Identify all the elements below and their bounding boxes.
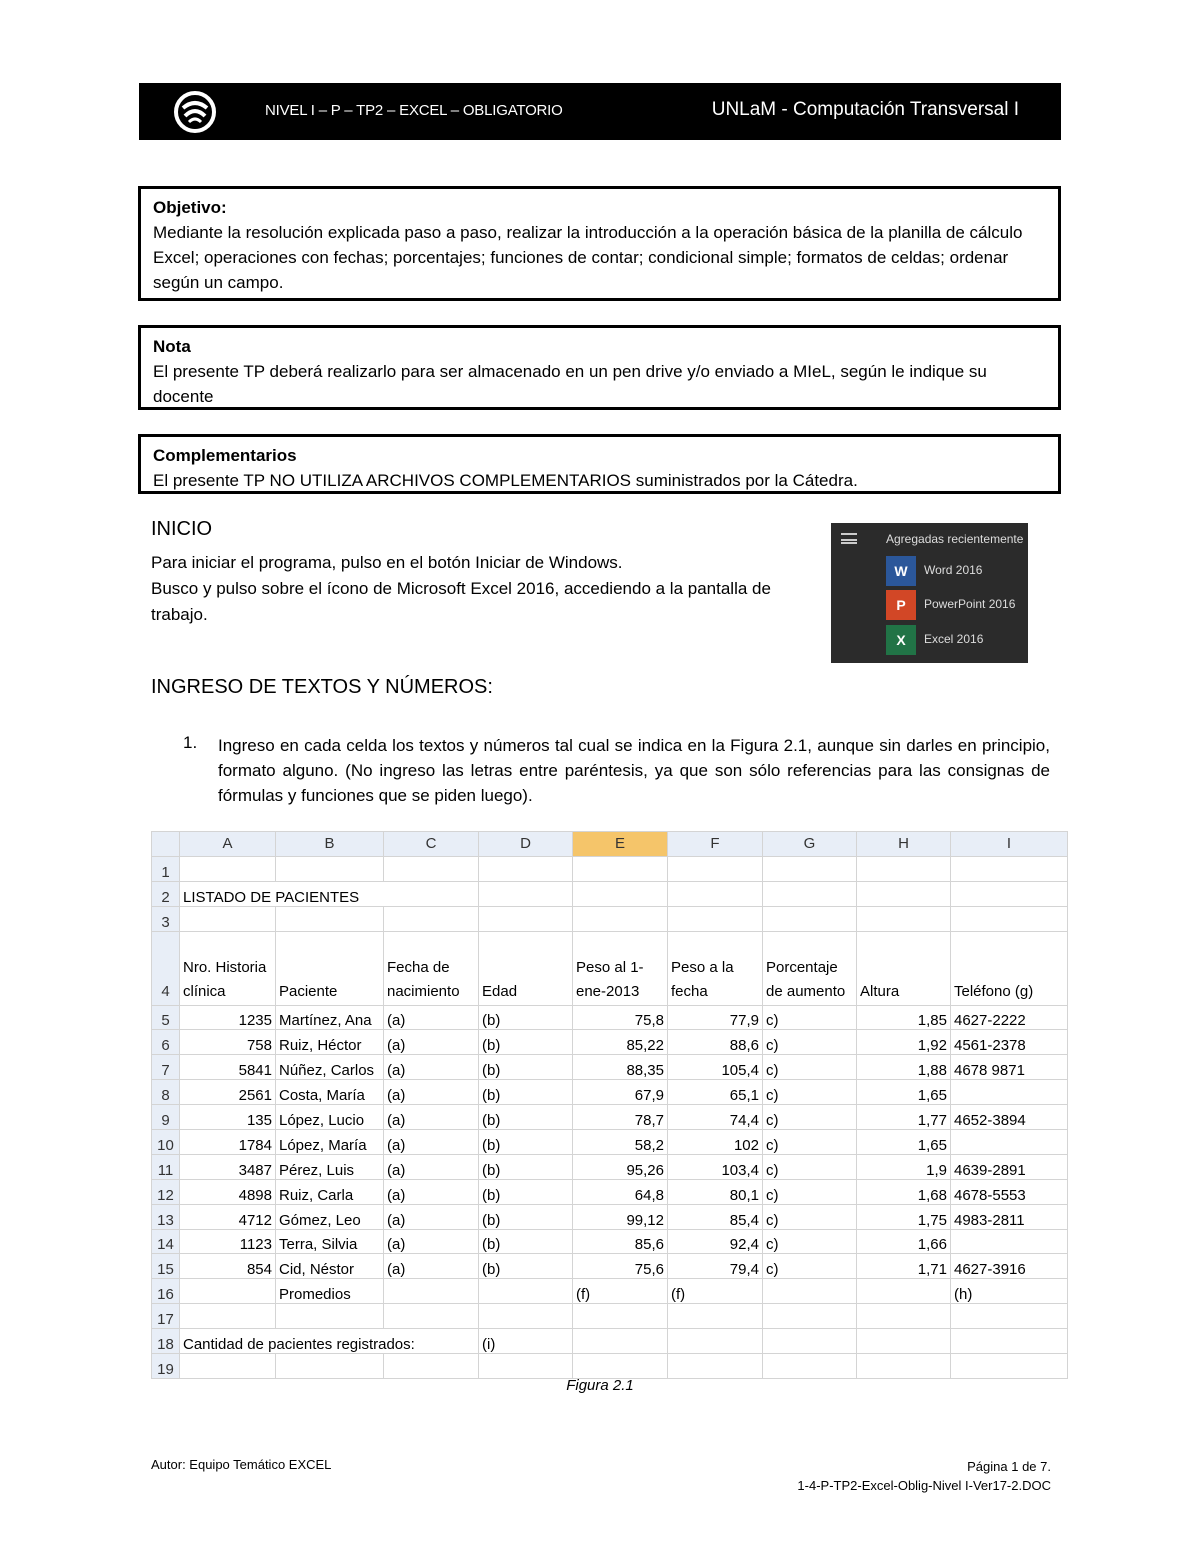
inicio-title: INICIO: [151, 518, 213, 540]
table-cell: [668, 856, 763, 881]
footer-filename: 1-4-P-TP2-Excel-Oblig-Nivel I-Ver17-2.DOC: [797, 1478, 1051, 1493]
table-cell: 74,4: [668, 1105, 763, 1130]
inicio-line-2: Busco y pulso sobre el ícono de Microsoft Excel 2016, accediendo a la pantalla de trabajo.: [151, 579, 771, 624]
table-cell: [180, 1279, 276, 1304]
table-cell: [479, 1304, 573, 1329]
table-cell: 4678 9871: [951, 1055, 1068, 1080]
table-cell: 1,85: [857, 1005, 951, 1030]
objetivo-box: [138, 186, 1061, 301]
table-cell: 1,68: [857, 1179, 951, 1204]
table-cell: Núñez, Carlos: [276, 1055, 384, 1080]
table-cell: [951, 1329, 1068, 1354]
table-cell: Ruiz, Héctor: [276, 1030, 384, 1055]
table-cell: [857, 1304, 951, 1329]
footer-page-number: Página 1 de 7.: [967, 1459, 1051, 1474]
table-row: [152, 1030, 1068, 1055]
table-cell: (a): [384, 1204, 479, 1229]
table-cell: (a): [384, 1130, 479, 1155]
start-menu-heading: Agregadas recientemente: [886, 532, 1024, 546]
figure-caption: Figura 2.1: [566, 1377, 634, 1394]
table-cell: [668, 881, 763, 906]
table-cell: 65,1: [668, 1080, 763, 1105]
table-cell: [951, 856, 1068, 881]
unlam-logo-icon: [173, 90, 217, 134]
row-header: 3: [152, 906, 180, 931]
table-cell: 1,77: [857, 1105, 951, 1130]
table-cell: 77,9: [668, 1005, 763, 1030]
table-cell: [276, 906, 384, 931]
table-cell: [763, 1279, 857, 1304]
table-cell: 88,35: [573, 1055, 668, 1080]
table-cell: 2561: [180, 1080, 276, 1105]
table-cell: (b): [479, 1204, 573, 1229]
promedio-f-ref: (f): [668, 1279, 763, 1304]
row-header: 8: [152, 1080, 180, 1105]
ingreso-title: INGRESO DE TEXTOS Y NÚMEROS:: [151, 676, 493, 698]
table-cell: [384, 1304, 479, 1329]
table-cell: (b): [479, 1179, 573, 1204]
table-cell: [668, 906, 763, 931]
table-cell: [384, 856, 479, 881]
header-cell: Paciente: [276, 931, 384, 1005]
row-header: 13: [152, 1204, 180, 1229]
table-cell: [951, 881, 1068, 906]
start-menu-screenshot: [831, 523, 1028, 663]
table-cell: c): [763, 1080, 857, 1105]
column-header: C: [384, 832, 479, 857]
table-row: [152, 1204, 1068, 1229]
table-cell: [763, 1304, 857, 1329]
table-cell: [479, 1279, 573, 1304]
table-cell: 58,2: [573, 1130, 668, 1155]
footer-page-info: [797, 1457, 1051, 1495]
column-header: F: [668, 832, 763, 857]
table-cell: 758: [180, 1030, 276, 1055]
table-cell: c): [763, 1154, 857, 1179]
table-cell: [573, 1329, 668, 1354]
header-cell: Peso a la fecha: [668, 931, 763, 1005]
row-header: 18: [152, 1329, 180, 1354]
table-cell: 88,6: [668, 1030, 763, 1055]
table-cell: 75,6: [573, 1254, 668, 1279]
row-header: 14: [152, 1229, 180, 1254]
table-cell: (b): [479, 1080, 573, 1105]
table-cell: [951, 1130, 1068, 1155]
table-cell: [763, 1354, 857, 1379]
table-cell: [951, 906, 1068, 931]
table-cell: [479, 1354, 573, 1379]
header-cell: Fecha de nacimiento: [384, 931, 479, 1005]
table-cell: (a): [384, 1005, 479, 1030]
table-cell: c): [763, 1005, 857, 1030]
table-cell: 99,12: [573, 1204, 668, 1229]
table-cell: 854: [180, 1254, 276, 1279]
table-cell: [180, 1354, 276, 1379]
select-all-corner: [152, 832, 180, 857]
table-cell: [951, 1354, 1068, 1379]
table-cell: (a): [384, 1080, 479, 1105]
table-cell: [573, 1354, 668, 1379]
table-cell: [951, 1080, 1068, 1105]
table-cell: [668, 1329, 763, 1354]
table-cell: 4898: [180, 1179, 276, 1204]
table-cell: 92,4: [668, 1229, 763, 1254]
table-cell: 4678-5553: [951, 1179, 1068, 1204]
table-cell: c): [763, 1179, 857, 1204]
header-cell: Edad: [479, 931, 573, 1005]
table-cell: 4652-3894: [951, 1105, 1068, 1130]
table-cell: [573, 881, 668, 906]
objetivo-text: Mediante la resolución explicada paso a paso, realizar la introducción a la operación básica de la planilla de cálculo Excel; operaciones con fechas; porcentajes; funciones de contar; condicional simple; formatos de celdas; ordenar según un campo.: [153, 223, 1023, 292]
table-cell: Martínez, Ana: [276, 1005, 384, 1030]
table-cell: (a): [384, 1229, 479, 1254]
row-header: 9: [152, 1105, 180, 1130]
table-cell: 135: [180, 1105, 276, 1130]
table-cell: 67,9: [573, 1080, 668, 1105]
table-cell: 103,4: [668, 1154, 763, 1179]
table-cell: Pérez, Luis: [276, 1154, 384, 1179]
start-menu-item-label: PowerPoint 2016: [924, 597, 1016, 611]
table-row: [152, 1080, 1068, 1105]
table-cell: [479, 856, 573, 881]
table-cell: 1123: [180, 1229, 276, 1254]
column-header: G: [763, 832, 857, 857]
row-header: 16: [152, 1279, 180, 1304]
table-cell: [180, 856, 276, 881]
table-cell: 3487: [180, 1154, 276, 1179]
row-header: 7: [152, 1055, 180, 1080]
table-cell: 85,6: [573, 1229, 668, 1254]
column-header: A: [180, 832, 276, 857]
header-institution: UNLaM - Computación Transversal I: [711, 99, 1019, 120]
table-row: [152, 1105, 1068, 1130]
header-title: NIVEL I – P – TP2 – EXCEL – OBLIGATORIO: [265, 102, 563, 119]
header-cell: Porcentaje de aumento: [763, 931, 857, 1005]
table-cell: (a): [384, 1055, 479, 1080]
column-header: B: [276, 832, 384, 857]
table-cell: 80,1: [668, 1179, 763, 1204]
table-cell: [763, 881, 857, 906]
table-cell: [857, 881, 951, 906]
table-cell: 4712: [180, 1204, 276, 1229]
table-cell: López, Lucio: [276, 1105, 384, 1130]
table-cell: 75,8: [573, 1005, 668, 1030]
row-header: 1: [152, 856, 180, 881]
word-icon: W: [886, 556, 916, 586]
table-cell: [951, 1229, 1068, 1254]
promedio-i-ref: (h): [951, 1279, 1068, 1304]
table-cell: (b): [479, 1005, 573, 1030]
table-cell: Costa, María: [276, 1080, 384, 1105]
row-header: 6: [152, 1030, 180, 1055]
table-cell: 102: [668, 1130, 763, 1155]
start-menu-item-excel: [886, 625, 1026, 655]
table-cell: c): [763, 1254, 857, 1279]
table-row: [152, 1154, 1068, 1179]
table-cell: c): [763, 1130, 857, 1155]
header-cell: Altura: [857, 931, 951, 1005]
start-menu-item-label: Excel 2016: [924, 632, 984, 646]
table-cell: [384, 906, 479, 931]
table-cell: 85,22: [573, 1030, 668, 1055]
table-row: [152, 1254, 1068, 1279]
table-cell: [857, 1279, 951, 1304]
table-cell: [276, 856, 384, 881]
table-cell: [763, 856, 857, 881]
spreadsheet-figure: [151, 831, 1068, 1379]
start-menu-item-word: [886, 556, 1026, 586]
cantidad-label: Cantidad de pacientes registrados:: [180, 1329, 479, 1354]
document-header: [139, 83, 1061, 140]
table-row: [152, 1179, 1068, 1204]
table-cell: 64,8: [573, 1179, 668, 1204]
header-cell: Peso al 1-ene-2013: [573, 931, 668, 1005]
table-cell: Terra, Silvia: [276, 1229, 384, 1254]
table-cell: 79,4: [668, 1254, 763, 1279]
table-cell: 1784: [180, 1130, 276, 1155]
table-cell: [668, 1304, 763, 1329]
table-cell: [857, 856, 951, 881]
table-cell: (b): [479, 1105, 573, 1130]
column-header-selected: E: [573, 832, 668, 857]
complementarios-text: El presente TP NO UTILIZA ARCHIVOS COMPLEMENTARIOS suministrados por la Cátedra.: [153, 471, 858, 490]
table-cell: [573, 906, 668, 931]
table-row: [152, 1005, 1068, 1030]
table-cell: (b): [479, 1130, 573, 1155]
row-header: 12: [152, 1179, 180, 1204]
table-cell: 105,4: [668, 1055, 763, 1080]
table-cell: (b): [479, 1030, 573, 1055]
sheet-title-cell: LISTADO DE PACIENTES: [180, 881, 479, 906]
row-header: 19: [152, 1354, 180, 1379]
table-cell: [384, 1279, 479, 1304]
table-cell: 1,65: [857, 1080, 951, 1105]
table-cell: 1,66: [857, 1229, 951, 1254]
table-cell: López, María: [276, 1130, 384, 1155]
table-cell: 4627-3916: [951, 1254, 1068, 1279]
inicio-line-1: Para iniciar el programa, pulso en el botón Iniciar de Windows.: [151, 553, 623, 572]
table-cell: 5841: [180, 1055, 276, 1080]
complementarios-title: Complementarios: [153, 446, 297, 465]
table-cell: 4639-2891: [951, 1154, 1068, 1179]
row-header: 15: [152, 1254, 180, 1279]
table-cell: 1,9: [857, 1154, 951, 1179]
excel-icon: X: [886, 625, 916, 655]
objetivo-title: Objetivo:: [153, 198, 227, 217]
powerpoint-icon: P: [886, 590, 916, 620]
table-cell: 1,75: [857, 1204, 951, 1229]
table-cell: 1,92: [857, 1030, 951, 1055]
table-cell: 4561-2378: [951, 1030, 1068, 1055]
row-header: 17: [152, 1304, 180, 1329]
table-cell: 4983-2811: [951, 1204, 1068, 1229]
table-cell: [276, 1304, 384, 1329]
table-cell: (b): [479, 1055, 573, 1080]
table-cell: [479, 881, 573, 906]
row-header: 10: [152, 1130, 180, 1155]
table-cell: [573, 1304, 668, 1329]
table-cell: 1235: [180, 1005, 276, 1030]
table-cell: 1,71: [857, 1254, 951, 1279]
hamburger-menu-icon: [841, 533, 857, 544]
column-header: I: [951, 832, 1068, 857]
complementarios-box: [138, 434, 1061, 494]
table-row: [152, 1130, 1068, 1155]
row-header: 5: [152, 1005, 180, 1030]
start-menu-item-label: Word 2016: [924, 563, 983, 577]
list-item-number: 1.: [183, 733, 198, 752]
table-cell: [951, 1304, 1068, 1329]
table-cell: [479, 906, 573, 931]
table-cell: (a): [384, 1179, 479, 1204]
cantidad-ref: (i): [479, 1329, 573, 1354]
table-cell: [180, 1304, 276, 1329]
row-header: 11: [152, 1154, 180, 1179]
table-cell: [857, 906, 951, 931]
table-cell: [857, 1354, 951, 1379]
table-cell: [763, 906, 857, 931]
table-cell: c): [763, 1030, 857, 1055]
promedios-label: Promedios: [276, 1279, 384, 1304]
column-header: H: [857, 832, 951, 857]
table-cell: 1,88: [857, 1055, 951, 1080]
table-cell: (b): [479, 1229, 573, 1254]
nota-text: El presente TP deberá realizarlo para ser almacenado en un pen drive y/o enviado a MIeL, según le indique su docente: [153, 362, 987, 406]
table-cell: c): [763, 1105, 857, 1130]
footer-author: Autor: Equipo Temático EXCEL: [151, 1457, 332, 1472]
table-cell: 1,65: [857, 1130, 951, 1155]
promedio-e-ref: (f): [573, 1279, 668, 1304]
header-cell: Teléfono (g): [951, 931, 1068, 1005]
table-cell: [276, 1354, 384, 1379]
table-cell: 95,26: [573, 1154, 668, 1179]
inicio-text: [151, 550, 821, 628]
table-cell: (b): [479, 1154, 573, 1179]
table-cell: 78,7: [573, 1105, 668, 1130]
table-cell: c): [763, 1204, 857, 1229]
table-cell: [763, 1329, 857, 1354]
table-cell: 4627-2222: [951, 1005, 1068, 1030]
row-header: 4: [152, 931, 180, 1005]
table-cell: [573, 856, 668, 881]
table-cell: Ruiz, Carla: [276, 1179, 384, 1204]
row-header: 2: [152, 881, 180, 906]
header-cell: Nro. Historia clínica: [180, 931, 276, 1005]
table-cell: [668, 1354, 763, 1379]
table-cell: (b): [479, 1254, 573, 1279]
table-row: [152, 1055, 1068, 1080]
table-cell: Cid, Néstor: [276, 1254, 384, 1279]
table-cell: (a): [384, 1254, 479, 1279]
table-cell: [180, 906, 276, 931]
column-header: D: [479, 832, 573, 857]
table-cell: 85,4: [668, 1204, 763, 1229]
list-item-text: Ingreso en cada celda los textos y números tal cual se indica en la Figura 2.1, aunque sin darles en principio, formato alguno. (No ingreso las letras entre paréntesis, ya que son sólo referencias para las consignas de fórmulas y funciones que se piden luego).: [218, 736, 1050, 805]
table-cell: c): [763, 1055, 857, 1080]
nota-title: Nota: [153, 337, 191, 356]
table-cell: (a): [384, 1030, 479, 1055]
table-cell: [384, 1354, 479, 1379]
nota-box: [138, 325, 1061, 410]
table-cell: (a): [384, 1105, 479, 1130]
table-cell: c): [763, 1229, 857, 1254]
start-menu-item-powerpoint: [886, 590, 1026, 620]
table-cell: Gómez, Leo: [276, 1204, 384, 1229]
table-cell: [857, 1329, 951, 1354]
table-row: [152, 1229, 1068, 1254]
table-cell: (a): [384, 1154, 479, 1179]
